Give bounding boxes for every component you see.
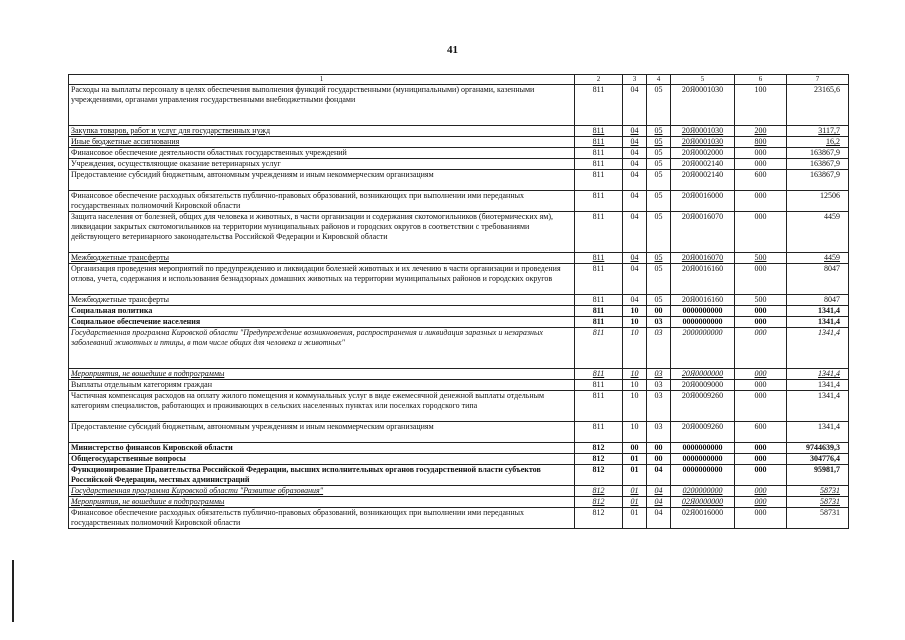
row-subsection-cell: 04 xyxy=(647,508,671,529)
row-name-cell: Финансовое обеспечение расходных обязательств публично-правовых образований, возникающих при выполнении ими переданных государственных полномочий Кировской области xyxy=(69,191,575,212)
table-row xyxy=(69,465,849,486)
row-grbs-cell: 811 xyxy=(575,148,623,159)
row-grbs-cell: 812 xyxy=(575,443,623,454)
row-grbs-cell: 811 xyxy=(575,328,623,369)
row-subsection-cell: 05 xyxy=(647,85,671,126)
row-subsection-cell: 05 xyxy=(647,126,671,137)
row-subsection-cell: 00 xyxy=(647,306,671,317)
row-name-cell: Общегосударственные вопросы xyxy=(69,454,575,465)
row-grbs-cell: 811 xyxy=(575,137,623,148)
row-target-article-cell: 0200000000 xyxy=(671,486,735,497)
table-row xyxy=(69,159,849,170)
row-subsection-cell: 05 xyxy=(647,295,671,306)
row-expense-type-cell: 000 xyxy=(735,328,787,369)
row-target-article-cell: 02Я0016000 xyxy=(671,508,735,529)
row-name-cell: Предоставление субсидий бюджетным, автономным учреждениям и иным некоммерческим организациям xyxy=(69,422,575,443)
table-row xyxy=(69,317,849,328)
row-name-cell: Финансовое обеспечение расходных обязательств публично-правовых образований, возникающих при выполнении ими переданных государственных полномочий Кировской области xyxy=(69,508,575,529)
header-cell: 7 xyxy=(787,75,849,85)
row-name-cell: Социальная политика xyxy=(69,306,575,317)
table-row xyxy=(69,264,849,295)
row-grbs-cell: 811 xyxy=(575,191,623,212)
row-sum-cell: 23165,6 xyxy=(787,85,849,126)
row-name-cell: Функционирование Правительства Российской Федерации, высших исполнительных органов государственной власти субъектов Российской Федерации, местных администраций xyxy=(69,465,575,486)
row-expense-type-cell: 000 xyxy=(735,508,787,529)
row-target-article-cell: 20Я0002000 xyxy=(671,148,735,159)
header-cell: 5 xyxy=(671,75,735,85)
row-expense-type-cell: 000 xyxy=(735,497,787,508)
row-target-article-cell: 20Я0016070 xyxy=(671,212,735,253)
row-subsection-cell: 03 xyxy=(647,380,671,391)
row-target-article-cell: 20Я0002140 xyxy=(671,170,735,191)
row-section-cell: 04 xyxy=(623,126,647,137)
row-grbs-cell: 811 xyxy=(575,253,623,264)
row-target-article-cell: 20Я0000000 xyxy=(671,369,735,380)
row-expense-type-cell: 000 xyxy=(735,212,787,253)
row-section-cell: 01 xyxy=(623,497,647,508)
row-subsection-cell: 03 xyxy=(647,317,671,328)
row-sum-cell: 16,2 xyxy=(787,137,849,148)
row-grbs-cell: 811 xyxy=(575,170,623,191)
row-grbs-cell: 811 xyxy=(575,422,623,443)
row-grbs-cell: 811 xyxy=(575,391,623,422)
row-target-article-cell: 0000000000 xyxy=(671,454,735,465)
table-row xyxy=(69,508,849,529)
table-row xyxy=(69,497,849,508)
row-target-article-cell: 20Я0016160 xyxy=(671,295,735,306)
row-section-cell: 10 xyxy=(623,369,647,380)
table-row xyxy=(69,85,849,126)
row-target-article-cell: 20Я0001030 xyxy=(671,85,735,126)
header-cell: 2 xyxy=(575,75,623,85)
row-sum-cell: 1341,4 xyxy=(787,369,849,380)
row-grbs-cell: 811 xyxy=(575,126,623,137)
row-sum-cell: 9744639,3 xyxy=(787,443,849,454)
row-target-article-cell: 20Я0009260 xyxy=(671,422,735,443)
row-subsection-cell: 03 xyxy=(647,422,671,443)
row-section-cell: 10 xyxy=(623,317,647,328)
row-grbs-cell: 811 xyxy=(575,369,623,380)
row-grbs-cell: 811 xyxy=(575,159,623,170)
row-grbs-cell: 812 xyxy=(575,465,623,486)
row-expense-type-cell: 600 xyxy=(735,422,787,443)
row-expense-type-cell: 100 xyxy=(735,85,787,126)
row-grbs-cell: 811 xyxy=(575,306,623,317)
row-expense-type-cell: 000 xyxy=(735,306,787,317)
row-sum-cell: 95981,7 xyxy=(787,465,849,486)
row-sum-cell: 1341,4 xyxy=(787,391,849,422)
row-grbs-cell: 811 xyxy=(575,212,623,253)
row-grbs-cell: 811 xyxy=(575,317,623,328)
row-section-cell: 04 xyxy=(623,253,647,264)
row-section-cell: 10 xyxy=(623,422,647,443)
row-sum-cell: 58731 xyxy=(787,486,849,497)
table-row xyxy=(69,380,849,391)
row-target-article-cell: 20Я0016160 xyxy=(671,264,735,295)
row-sum-cell: 58731 xyxy=(787,508,849,529)
row-section-cell: 04 xyxy=(623,191,647,212)
row-subsection-cell: 05 xyxy=(647,253,671,264)
header-cell: 1 xyxy=(69,75,575,85)
row-section-cell: 10 xyxy=(623,391,647,422)
row-target-article-cell: 0000000000 xyxy=(671,443,735,454)
row-subsection-cell: 04 xyxy=(647,465,671,486)
table-row xyxy=(69,443,849,454)
row-expense-type-cell: 000 xyxy=(735,486,787,497)
row-section-cell: 04 xyxy=(623,212,647,253)
row-sum-cell: 1341,4 xyxy=(787,380,849,391)
row-subsection-cell: 03 xyxy=(647,391,671,422)
row-name-cell: Финансовое обеспечение деятельности областных государственных учреждений xyxy=(69,148,575,159)
row-name-cell: Организация проведения мероприятий по предупреждению и ликвидации болезней животных и их лечению в части организации и проведения отлова, учета, содержания и использования безнадзорных домашних животных на территории муниципальных районов и городских округов xyxy=(69,264,575,295)
row-expense-type-cell: 000 xyxy=(735,465,787,486)
table-row xyxy=(69,391,849,422)
row-target-article-cell: 20Я0009260 xyxy=(671,391,735,422)
row-expense-type-cell: 000 xyxy=(735,443,787,454)
row-expense-type-cell: 600 xyxy=(735,170,787,191)
row-sum-cell: 3117,7 xyxy=(787,126,849,137)
row-target-article-cell: 20Я0016000 xyxy=(671,191,735,212)
row-name-cell: Выплаты отдельным категориям граждан xyxy=(69,380,575,391)
row-subsection-cell: 05 xyxy=(647,212,671,253)
row-section-cell: 04 xyxy=(623,85,647,126)
row-section-cell: 10 xyxy=(623,328,647,369)
row-expense-type-cell: 000 xyxy=(735,148,787,159)
row-sum-cell: 1341,4 xyxy=(787,306,849,317)
row-target-article-cell: 2000000000 xyxy=(671,328,735,369)
row-name-cell: Предоставление субсидий бюджетным, автономным учреждениям и иным некоммерческим организациям xyxy=(69,170,575,191)
row-target-article-cell: 20Я0016070 xyxy=(671,253,735,264)
row-subsection-cell: 05 xyxy=(647,170,671,191)
row-section-cell: 04 xyxy=(623,148,647,159)
table-row xyxy=(69,454,849,465)
row-expense-type-cell: 000 xyxy=(735,191,787,212)
row-name-cell: Расходы на выплаты персоналу в целях обеспечения выполнения функций государственными (муниципальными) органами, казенными учреждениями, органами управления государственными внебюджетными фондами xyxy=(69,85,575,126)
header-cell: 6 xyxy=(735,75,787,85)
row-target-article-cell: 0000000000 xyxy=(671,465,735,486)
row-target-article-cell: 20Я0002140 xyxy=(671,159,735,170)
row-sum-cell: 58731 xyxy=(787,497,849,508)
table-row xyxy=(69,486,849,497)
row-name-cell: Межбюджетные трансферты xyxy=(69,295,575,306)
row-grbs-cell: 811 xyxy=(575,295,623,306)
row-sum-cell: 12506 xyxy=(787,191,849,212)
row-target-article-cell: 0000000000 xyxy=(671,306,735,317)
table-row xyxy=(69,191,849,212)
row-subsection-cell: 04 xyxy=(647,497,671,508)
row-sum-cell: 304776,4 xyxy=(787,454,849,465)
row-expense-type-cell: 000 xyxy=(735,391,787,422)
row-expense-type-cell: 000 xyxy=(735,454,787,465)
row-sum-cell: 8047 xyxy=(787,295,849,306)
table-row xyxy=(69,170,849,191)
row-expense-type-cell: 500 xyxy=(735,253,787,264)
row-subsection-cell: 05 xyxy=(647,264,671,295)
row-sum-cell: 163867,9 xyxy=(787,159,849,170)
header-cell: 3 xyxy=(623,75,647,85)
row-section-cell: 00 xyxy=(623,443,647,454)
row-sum-cell: 163867,9 xyxy=(787,148,849,159)
row-section-cell: 01 xyxy=(623,454,647,465)
row-sum-cell: 4459 xyxy=(787,212,849,253)
row-section-cell: 04 xyxy=(623,264,647,295)
row-section-cell: 10 xyxy=(623,380,647,391)
row-name-cell: Закупка товаров, работ и услуг для государственных нужд xyxy=(69,126,575,137)
table-row xyxy=(69,328,849,369)
row-expense-type-cell: 200 xyxy=(735,126,787,137)
row-section-cell: 04 xyxy=(623,159,647,170)
table-row xyxy=(69,148,849,159)
row-name-cell: Иные бюджетные ассигнования xyxy=(69,137,575,148)
row-expense-type-cell: 000 xyxy=(735,159,787,170)
row-sum-cell: 1341,4 xyxy=(787,328,849,369)
row-expense-type-cell: 000 xyxy=(735,264,787,295)
row-section-cell: 01 xyxy=(623,486,647,497)
row-target-article-cell: 0000000000 xyxy=(671,317,735,328)
row-subsection-cell: 04 xyxy=(647,486,671,497)
row-sum-cell: 1341,4 xyxy=(787,317,849,328)
table-row xyxy=(69,369,849,380)
row-subsection-cell: 03 xyxy=(647,328,671,369)
row-target-article-cell: 20Я0001030 xyxy=(671,126,735,137)
row-subsection-cell: 05 xyxy=(647,137,671,148)
row-name-cell: Государственная программа Кировской области "Предупреждение возникновения, распространения и ликвидация заразных и незаразных заболеваний животных и птицы, в том числе общих для человека и животных" xyxy=(69,328,575,369)
row-grbs-cell: 812 xyxy=(575,497,623,508)
budget-table xyxy=(68,74,849,529)
row-grbs-cell: 812 xyxy=(575,486,623,497)
row-expense-type-cell: 800 xyxy=(735,137,787,148)
row-name-cell: Министерство финансов Кировской области xyxy=(69,443,575,454)
row-target-article-cell: 20Я0009000 xyxy=(671,380,735,391)
row-sum-cell: 4459 xyxy=(787,253,849,264)
row-subsection-cell: 05 xyxy=(647,148,671,159)
row-target-article-cell: 20Я0001030 xyxy=(671,137,735,148)
row-section-cell: 10 xyxy=(623,306,647,317)
row-target-article-cell: 02Я0000000 xyxy=(671,497,735,508)
row-expense-type-cell: 000 xyxy=(735,380,787,391)
row-name-cell: Мероприятия, не вошедшие в подпрограммы xyxy=(69,369,575,380)
row-sum-cell: 1341,4 xyxy=(787,422,849,443)
row-grbs-cell: 811 xyxy=(575,380,623,391)
row-sum-cell: 8047 xyxy=(787,264,849,295)
row-name-cell: Учреждения, осуществляющие оказание ветеринарных услуг xyxy=(69,159,575,170)
row-grbs-cell: 811 xyxy=(575,85,623,126)
row-section-cell: 04 xyxy=(623,295,647,306)
row-subsection-cell: 03 xyxy=(647,369,671,380)
row-section-cell: 04 xyxy=(623,137,647,148)
header-cell: 4 xyxy=(647,75,671,85)
row-section-cell: 01 xyxy=(623,465,647,486)
row-expense-type-cell: 000 xyxy=(735,369,787,380)
table-row xyxy=(69,253,849,264)
row-grbs-cell: 811 xyxy=(575,264,623,295)
row-name-cell: Мероприятия, не вошедшие в подпрограммы xyxy=(69,497,575,508)
row-name-cell: Социальное обеспечение населения xyxy=(69,317,575,328)
margin-line xyxy=(12,560,14,622)
row-subsection-cell: 05 xyxy=(647,191,671,212)
table-row xyxy=(69,126,849,137)
table-row xyxy=(69,212,849,253)
row-name-cell: Защита населения от болезней, общих для человека и животных, в части организации и содержания скотомогильников (биотермических ям), ликвидации закрытых скотомогильников на территории муниципальных районов и городских округов в соответствии с требованиями действующего ветеринарного законодательства Российской Федерации и Кировской области xyxy=(69,212,575,253)
row-subsection-cell: 05 xyxy=(647,159,671,170)
row-expense-type-cell: 000 xyxy=(735,317,787,328)
row-grbs-cell: 812 xyxy=(575,508,623,529)
row-subsection-cell: 00 xyxy=(647,443,671,454)
table-row xyxy=(69,306,849,317)
row-sum-cell: 163867,9 xyxy=(787,170,849,191)
row-section-cell: 04 xyxy=(623,170,647,191)
row-grbs-cell: 812 xyxy=(575,454,623,465)
row-name-cell: Государственная программа Кировской области "Развитие образования" xyxy=(69,486,575,497)
row-expense-type-cell: 500 xyxy=(735,295,787,306)
table-row xyxy=(69,137,849,148)
table-row xyxy=(69,422,849,443)
row-subsection-cell: 00 xyxy=(647,454,671,465)
row-name-cell: Межбюджетные трансферты xyxy=(69,253,575,264)
table-header-row xyxy=(69,75,849,85)
page-number: 41 xyxy=(447,44,458,56)
row-name-cell: Частичная компенсация расходов на оплату жилого помещения и коммунальных услуг в виде ежемесячной денежной выплаты отдельным категориям специалистов, работающих и проживающих в сельских населенных пунктах или поселках городского типа xyxy=(69,391,575,422)
table-row xyxy=(69,295,849,306)
row-section-cell: 01 xyxy=(623,508,647,529)
